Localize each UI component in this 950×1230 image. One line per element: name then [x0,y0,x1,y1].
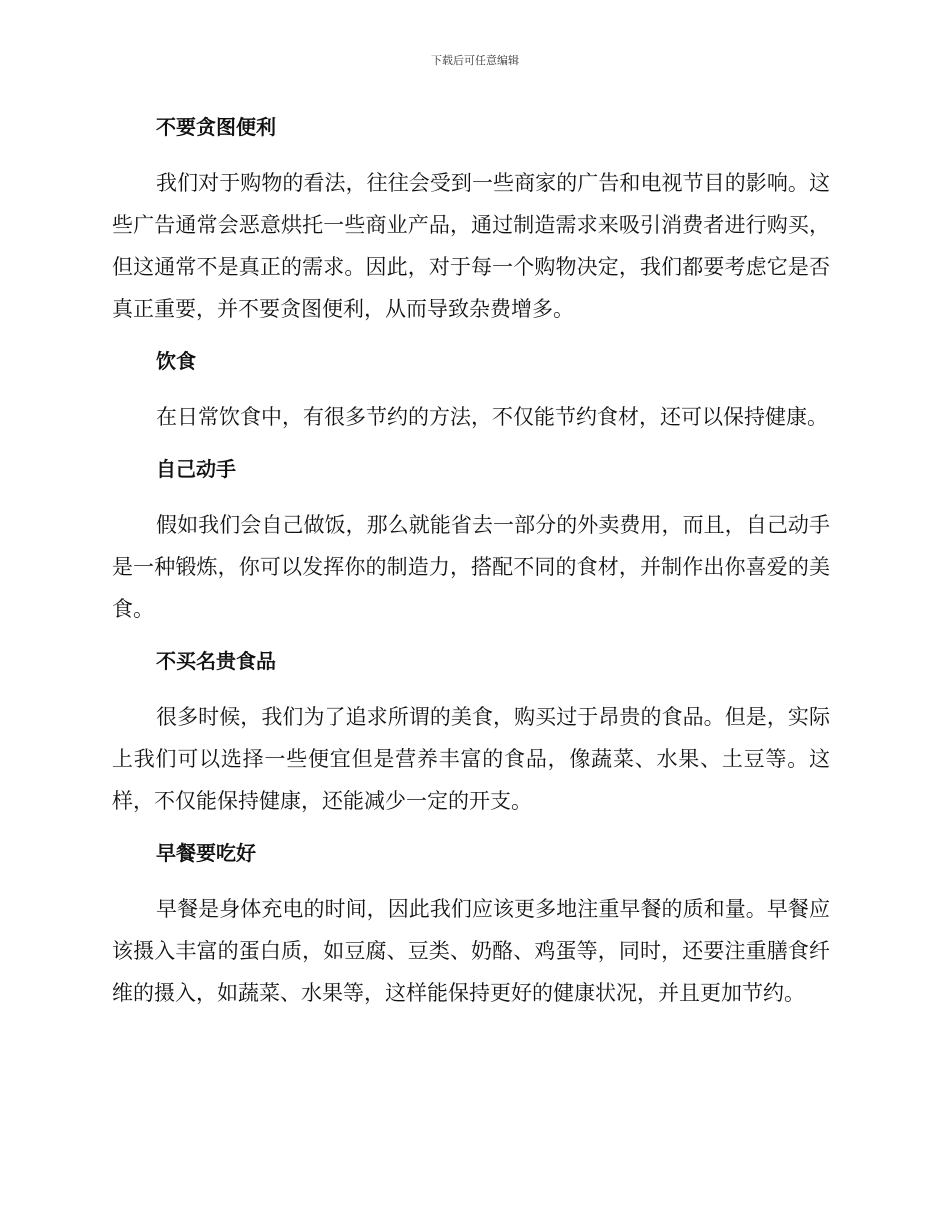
section-heading-diy: 自己动手 [156,457,236,481]
section-paragraph-diy: 假如我们会自己做饭，那么就能省去一部分的外卖费用，而且，自己动手是一种锻炼，你可以发挥你的制造力，搭配不同的食材，并制作出你喜爱的美食。 [112,513,830,621]
document-body [112,108,830,1026]
section-paragraph-breakfast: 早餐是身体充电的时间，因此我们应该更多地注重早餐的质和量。早餐应该摄入丰富的蛋白质，如豆腐、豆类、奶酪、鸡蛋等，同时，还要注重膳食纤维的摄入，如蔬菜、水果等，这样能保持更好的健康状况，并且更加节约。 [112,897,830,1005]
section-paragraph-convenience: 我们对于购物的看法，往往会受到一些商家的广告和电视节目的影响。这些广告通常会恶意烘托一些商业产品，通过制造需求来吸引消费者进行购买，但这通常不是真正的需求。因此，对于每一个购物决定，我们都要考虑它是否真正重要，并不要贪图便利，从而导致杂费增多。 [112,171,830,321]
section-paragraph-diet: 在日常饮食中，有很多节约的方法，不仅能节约食材，还可以保持健康。 [156,405,828,429]
page-header-note: 下载后可任意编辑 [431,54,519,67]
section-heading-breakfast: 早餐要吃好 [156,841,256,865]
section-heading-convenience: 不要贪图便利 [156,115,276,139]
section-heading-expensive-food: 不买名贵食品 [156,649,276,673]
section-heading-diet: 饮食 [156,349,196,373]
section-paragraph-expensive-food: 很多时候，我们为了追求所谓的美食，购买过于昂贵的食品。但是，实际上我们可以选择一些便宜但是营养丰富的食品，像蔬菜、水果、土豆等。这样，不仅能保持健康，还能减少一定的开支。 [112,705,830,813]
